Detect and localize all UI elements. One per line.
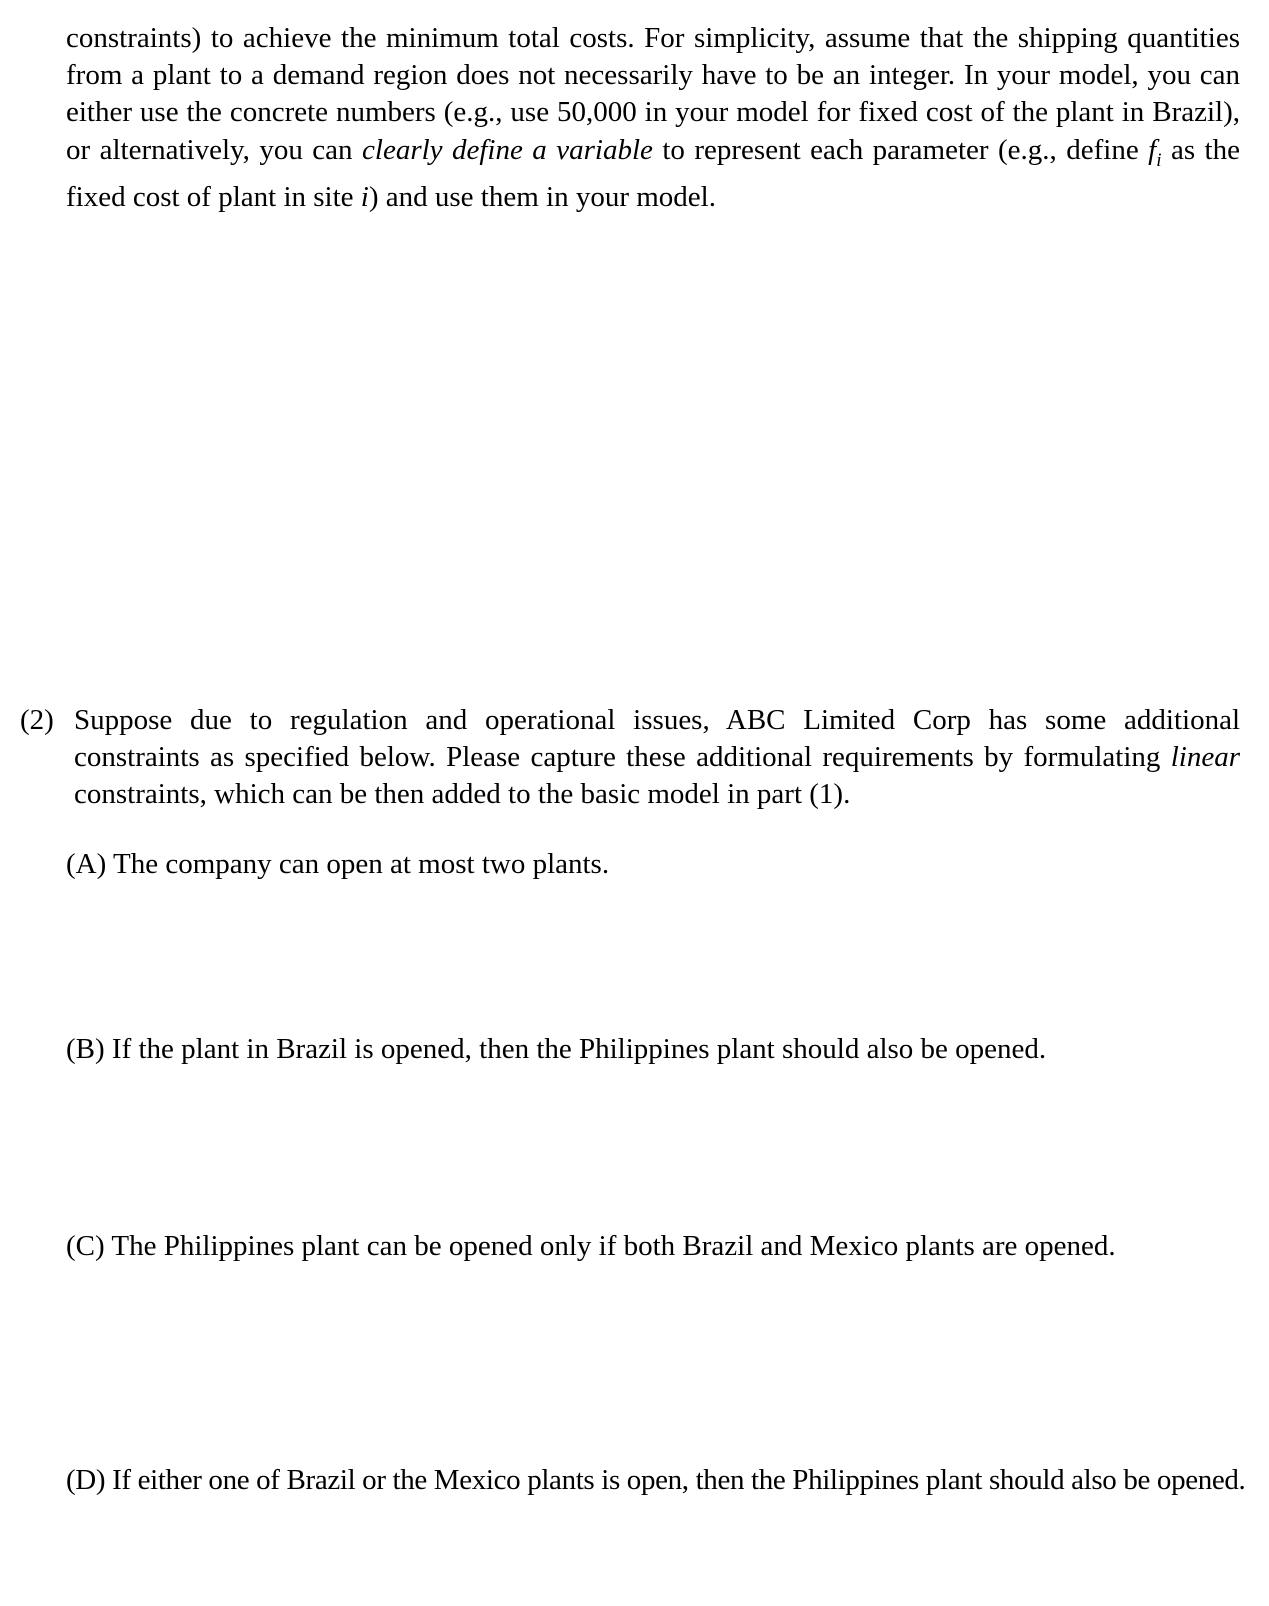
intro-text-1: constraints) to achieve the minimum total costs. For simplicity, assume that the shipping quantities from a plant to a demand region does not necessarily have to be an integer. In your model, you can either use the concrete numbers (e.g., use 50,000 in your model for fixed cost of the plant in Brazil), or alternatively, you can [66,22,1240,166]
symbol-subscript-i: i [1156,149,1162,171]
symbol-f: f [1148,133,1157,166]
sub-question-a: (A) The company can open at most two plants. [66,848,610,880]
question-2-italic: linear [1170,741,1240,774]
sub-question-b: (B) If the plant in Brazil is opened, then the Philippines plant should also be opened. [66,1033,1047,1065]
question-2-text [74,702,1240,814]
intro-text-3: as the fixed cost of plant in site [66,133,1240,213]
sub-question-d: (D) If either one of Brazil or the Mexico plants is open, then the Philippines plant should also be opened. [66,1464,1246,1496]
symbol-site-i: i [360,180,369,213]
question-2-text-a: Suppose due to regulation and operational issues, ABC Limited Corp has some additional constraints as specified below. Please capture these additional requirements by formulating [74,704,1240,774]
sub-question-c: (C) The Philippines plant can be opened only if both Brazil and Mexico plants are opened. [66,1230,1116,1262]
intro-text-4: ) and use them in your model. [368,180,716,213]
intro-text-2: to represent each parameter (e.g., define [652,133,1149,166]
intro-paragraph [66,20,1240,216]
intro-italic-phrase: clearly define a variable [362,133,653,166]
question-number: (2) [20,704,54,736]
question-2-text-b: constraints, which can be then added to the basic model in part (1). [74,778,851,811]
